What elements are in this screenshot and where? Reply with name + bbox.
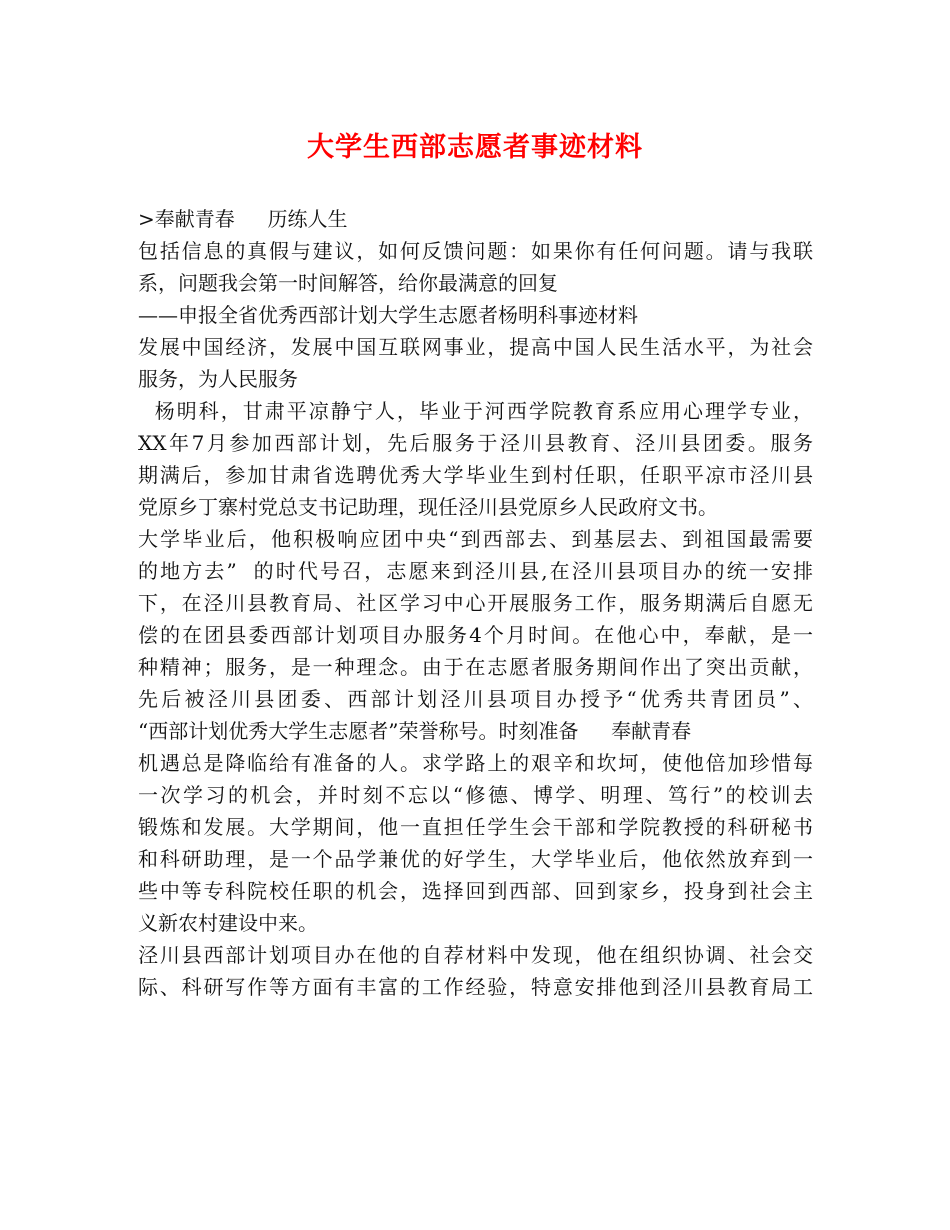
document-title: 大学生西部志愿者事迹材料 <box>307 132 643 163</box>
text-line: 的地方去” 的时代号召，志愿来到泾川县,在泾川县项目办的统一安排 <box>138 559 813 583</box>
text-line: 种精神；服务，是一种理念。由于在志愿者服务期间作出了突出贡献， <box>138 655 813 679</box>
text-line: 包括信息的真假与建议，如何反馈问题：如果你有任何问题。请与我联 <box>138 239 813 263</box>
text-line: “西部计划优秀大学生志愿者”荣誉称号。时刻准备 奉献青春 <box>138 719 692 743</box>
text-line: 际、科研写作等方面有丰富的工作经验，特意安排他到泾川县教育局工 <box>138 975 813 999</box>
text-line: 泾川县西部计划项目办在他的自荐材料中发现，他在组织协调、社会交 <box>138 943 813 967</box>
text-line: >奉献青春 历练人生 <box>138 207 348 231</box>
text-line: XX年7月参加西部计划，先后服务于泾川县教育、泾川县团委。服务 <box>138 431 813 455</box>
text-line: 一次学习的机会，并时刻不忘以“修德、博学、明理、笃行”的校训去 <box>138 783 813 807</box>
text-line: 大学毕业后，他积极响应团中央“到西部去、到基层去、到祖国最需要 <box>138 527 813 551</box>
text-line: 机遇总是降临给有准备的人。求学路上的艰辛和坎坷，使他倍加珍惜每 <box>138 751 813 775</box>
text-line: 义新农村建设中来。 <box>138 911 318 935</box>
text-line: ——申报全省优秀西部计划大学生志愿者杨明科事迹材料 <box>138 303 638 327</box>
text-line: 下，在泾川县教育局、社区学习中心开展服务工作，服务期满后自愿无 <box>138 591 813 615</box>
text-line: 系，问题我会第一时间解答，给你最满意的回复 <box>138 271 558 295</box>
text-line: 期满后，参加甘肃省选聘优秀大学毕业生到村任职，任职平凉市泾川县 <box>138 463 813 487</box>
text-line: 偿的在团县委西部计划项目办服务4个月时间。在他心中，奉献，是一 <box>138 623 813 647</box>
text-line: 发展中国经济，发展中国互联网事业，提高中国人民生活水平，为社会 <box>138 335 813 359</box>
text-line: 杨明科，甘肃平凉静宁人，毕业于河西学院教育系应用心理学专业， <box>138 399 813 423</box>
text-line: 锻炼和发展。大学期间，他一直担任学生会干部和学院教授的科研秘书 <box>138 815 813 839</box>
text-line: 服务，为人民服务 <box>138 367 298 391</box>
document-body <box>138 203 813 1003</box>
text-line: 先后被泾川县团委、西部计划泾川县项目办授予“优秀共青团员”、 <box>138 687 813 711</box>
text-line: 些中等专科院校任职的机会，选择回到西部、回到家乡，投身到社会主 <box>138 879 813 903</box>
text-line: 党原乡丁寨村党总支书记助理，现任泾川县党原乡人民政府文书。 <box>138 495 718 519</box>
text-line: 和科研助理，是一个品学兼优的好学生，大学毕业后，他依然放弃到一 <box>138 847 813 871</box>
